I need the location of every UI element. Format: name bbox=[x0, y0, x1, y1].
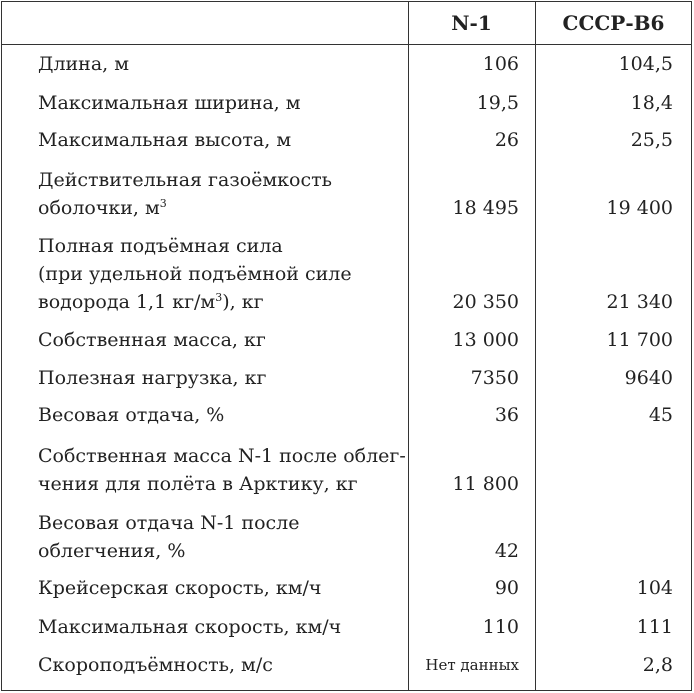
row-label: Скороподъёмность, м/с bbox=[38, 654, 273, 676]
table-row-max-speed bbox=[2, 613, 691, 641]
table-row-height bbox=[2, 126, 691, 154]
table-row-payload bbox=[2, 364, 691, 392]
table-row-weight-ratio bbox=[2, 401, 691, 429]
value-n1: 42 bbox=[494, 540, 519, 562]
value-n1: 19,5 bbox=[476, 92, 519, 114]
value-b6: 11 700 bbox=[606, 329, 673, 351]
value-n1: 13 000 bbox=[452, 329, 519, 351]
value-b6: 2,8 bbox=[642, 654, 673, 676]
row-label: Собственная масса N-1 после облег- чения для полёта в Арктику, кг bbox=[38, 445, 406, 495]
value-b6: 104 bbox=[636, 577, 673, 599]
value-n1: 20 350 bbox=[452, 291, 519, 313]
table-row-lightened-ratio bbox=[2, 509, 691, 565]
table-row-width bbox=[2, 89, 691, 117]
value-n1: 18 495 bbox=[452, 197, 519, 219]
value-n1: 11 800 bbox=[452, 473, 519, 495]
row-label: Длина, м bbox=[38, 53, 130, 75]
value-b6: 25,5 bbox=[630, 129, 673, 151]
value-b6: 19 400 bbox=[606, 197, 673, 219]
value-b6: 9640 bbox=[624, 367, 673, 389]
header-b6: СССР-В6 bbox=[562, 11, 665, 35]
value-n1: 106 bbox=[482, 53, 519, 75]
row-label: Весовая отдача, % bbox=[38, 404, 225, 426]
row-label: Максимальная скорость, км/ч bbox=[38, 616, 342, 638]
value-n1: Нет данных bbox=[425, 656, 519, 674]
table-row-lightened-mass bbox=[2, 442, 691, 498]
header-n1: N-1 bbox=[451, 11, 492, 35]
value-b6: 111 bbox=[636, 616, 673, 638]
row-label: Максимальная высота, м bbox=[38, 129, 292, 151]
comparison-table bbox=[1, 1, 692, 691]
table-row-gas-volume bbox=[2, 166, 691, 222]
value-b6: 21 340 bbox=[606, 291, 673, 313]
row-label: Действительная газоёмкость оболочки, $м^3$ bbox=[38, 169, 332, 219]
table-row-cruise-speed bbox=[2, 574, 691, 602]
table-row-length bbox=[2, 50, 691, 78]
header-divider bbox=[2, 44, 691, 45]
table-row-lift bbox=[2, 232, 691, 316]
row-label: Полезная нагрузка, кг bbox=[38, 367, 267, 389]
value-n1: 36 bbox=[494, 404, 519, 426]
row-label: Весовая отдача N-1 после облегчения, % bbox=[38, 512, 300, 562]
value-n1: 26 bbox=[494, 129, 519, 151]
table-row-climb-rate bbox=[2, 651, 691, 679]
value-b6: 45 bbox=[648, 404, 673, 426]
value-b6: 18,4 bbox=[630, 92, 673, 114]
value-b6: 104,5 bbox=[618, 53, 673, 75]
row-label: Крейсерская скорость, км/ч bbox=[38, 577, 322, 599]
row-label: Максимальная ширина, м bbox=[38, 92, 301, 114]
value-n1: 110 bbox=[482, 616, 519, 638]
row-label: Собственная масса, кг bbox=[38, 329, 266, 351]
value-n1: 7350 bbox=[470, 367, 519, 389]
value-n1: 90 bbox=[494, 577, 519, 599]
table-row-own-mass bbox=[2, 326, 691, 354]
row-label: Полная подъёмная сила (при удельной подъёмной силе водорода 1,1 $кг/м^3$), кг bbox=[38, 235, 352, 313]
